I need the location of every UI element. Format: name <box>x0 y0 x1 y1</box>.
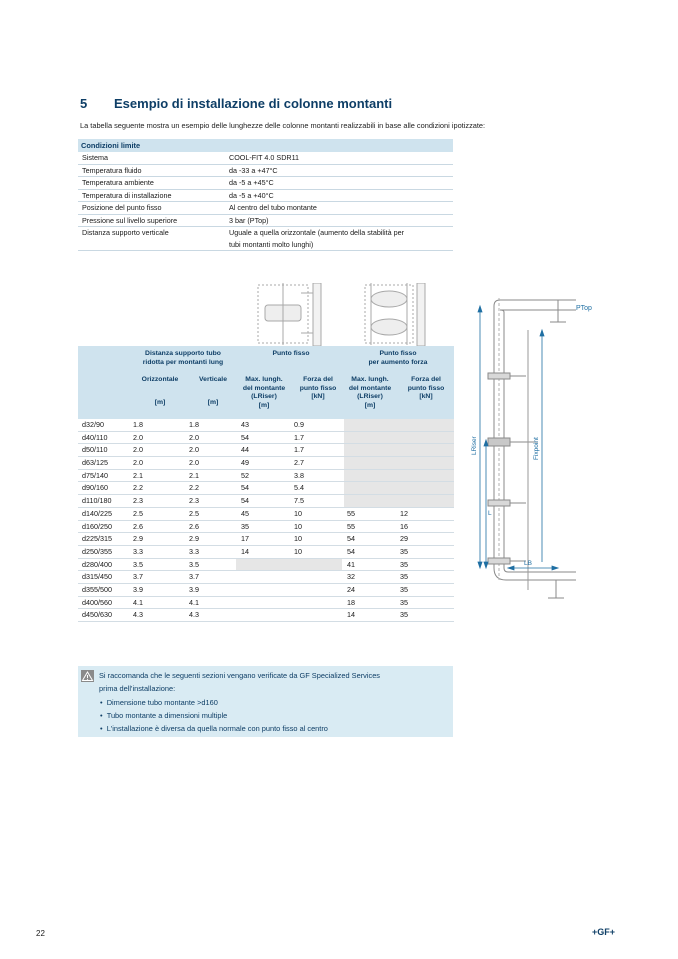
condition-value <box>229 177 453 189</box>
table-cell: 2.0 <box>133 445 143 455</box>
condition-value-line: Al centro del tubo montante <box>229 203 317 212</box>
table-cell: 54 <box>241 483 249 493</box>
table-row <box>78 495 454 508</box>
condition-key: Distanza supporto verticale <box>82 228 169 237</box>
table-cell: 54 <box>241 432 249 442</box>
group-header-fixpoint: Punto fisso <box>272 350 310 357</box>
table-cell: 10 <box>294 546 302 556</box>
table-cell: 2.0 <box>189 432 199 442</box>
table-cell: 4.1 <box>189 597 199 607</box>
condition-key: Pressione sul livello superiore <box>82 215 178 225</box>
ptop-label: PTop <box>576 305 592 312</box>
table-cell: d50/110 <box>82 445 108 455</box>
table-cell: 14 <box>347 610 355 620</box>
table-cell: 10 <box>294 521 302 531</box>
table-cell: 2.0 <box>189 458 199 468</box>
condition-value-line: da -5 a +45°C <box>229 178 274 187</box>
condition-value-line: da -33 a +47°C <box>229 165 278 175</box>
table-row <box>78 432 454 445</box>
table-cell: 4.1 <box>133 597 143 607</box>
riser-diagram <box>458 290 603 610</box>
col-max-length-b-3: (LRiser) <box>357 393 383 400</box>
condition-key: Posizione del punto fisso <box>82 203 162 212</box>
recommendation-note <box>78 666 453 737</box>
table-cell: 18 <box>347 597 355 607</box>
table-cell: 0.9 <box>294 420 304 429</box>
condition-value <box>229 202 453 214</box>
table-cell: 5.4 <box>294 483 304 493</box>
table-cell: 35 <box>400 610 408 620</box>
table-cell: 55 <box>347 508 355 518</box>
table-cell: d315/450 <box>82 572 112 582</box>
condition-key: Temperatura ambiente <box>82 178 154 187</box>
table-cell: 29 <box>400 534 408 544</box>
table-cell: 3.5 <box>189 559 199 569</box>
table-cell: 17 <box>241 534 249 544</box>
note-bullet-1: • Dimensione tubo montante >d160 <box>100 698 218 707</box>
table-cell: 3.8 <box>294 470 304 480</box>
col-max-length-b-2: del montante <box>348 384 392 392</box>
table-cell: d450/630 <box>82 610 112 620</box>
table-cell: d63/125 <box>82 458 108 468</box>
table-cell: d110/180 <box>82 496 112 506</box>
riser-length-table <box>78 346 454 622</box>
condition-value <box>229 227 453 250</box>
table-cell: 35 <box>400 597 408 607</box>
condition-key: Temperatura di installazione <box>82 190 172 200</box>
table-cell: 35 <box>241 521 249 531</box>
table-cell: d140/225 <box>82 508 112 518</box>
table-cell: d40/110 <box>82 432 108 442</box>
table-cell: d160/250 <box>82 521 112 531</box>
col-force-b-2: punto fisso <box>407 384 445 392</box>
table-cell: 2.1 <box>133 470 143 480</box>
note-line-2: prima dell'installazione: <box>99 684 176 693</box>
table-cell: 2.5 <box>133 508 143 518</box>
table-cell: 3.7 <box>189 572 199 582</box>
condition-value-line: COOL-FIT 4.0 SDR11 <box>229 153 300 162</box>
table-cell: 2.9 <box>189 534 199 544</box>
table-cell: d75/140 <box>82 470 108 480</box>
condition-row <box>78 165 453 178</box>
group-header-support-2: ridotta per montanti lung <box>142 359 224 366</box>
warning-icon <box>81 670 94 682</box>
pipe-clamp-illustrations <box>255 283 435 346</box>
condition-row <box>78 152 453 165</box>
table-cell: 54 <box>241 496 249 506</box>
fixpoint-label: Fixpoint <box>533 437 540 460</box>
note-bullet-2: • Tubo montante a dimensioni multiple <box>100 711 228 720</box>
section-number: 5 <box>80 96 88 111</box>
table-cell: 35 <box>400 572 408 582</box>
conditions-table <box>78 139 453 251</box>
condition-value-line: da -5 a +40°C <box>229 190 274 200</box>
conditions-heading: Condizioni limite <box>78 139 453 152</box>
table-row <box>78 533 454 546</box>
gf-logo: +GF+ <box>592 927 616 937</box>
table-cell: 14 <box>241 546 249 556</box>
table-cell: d280/400 <box>82 559 112 569</box>
col-force-unit: [kN] <box>311 393 325 400</box>
page-number: 22 <box>36 929 45 938</box>
note-bullet-3: • L'installazione è diversa da quella normale con punto fisso al centro <box>100 724 328 733</box>
table-cell: d400/560 <box>82 597 112 607</box>
table-cell: 49 <box>241 458 249 468</box>
condition-value-line: Uguale a quella orizzontale (aumento della stabilità per <box>229 228 405 237</box>
table-cell: 45 <box>241 508 249 518</box>
condition-value-line: 3 bar (PTop) <box>229 215 269 225</box>
condition-value <box>229 215 453 227</box>
table-row <box>78 559 454 572</box>
table-cell: 43 <box>241 420 249 429</box>
table-cell: d90/160 <box>82 483 108 493</box>
table-row <box>78 609 454 622</box>
table-cell: 2.6 <box>189 521 199 531</box>
table-cell: 2.1 <box>189 470 199 480</box>
table-cell: 35 <box>400 559 408 569</box>
table-cell: 3.7 <box>133 572 143 582</box>
col-max-length-2: del montante <box>242 384 286 392</box>
table-body <box>78 419 454 622</box>
group-header-support: Distanza supporto tubo <box>145 350 221 357</box>
condition-value <box>229 152 453 164</box>
table-cell: 16 <box>400 521 408 531</box>
col-force-b: Forza del <box>411 376 441 383</box>
table-cell: d355/500 <box>82 584 112 594</box>
lb-label: LB <box>524 560 532 567</box>
table-cell: d225/315 <box>82 534 112 544</box>
table-cell: 2.0 <box>133 458 143 468</box>
table-cell: d32/90 <box>82 420 104 429</box>
table-cell: 2.3 <box>189 496 199 506</box>
table-cell: 10 <box>294 534 302 544</box>
table-cell: 35 <box>400 546 408 556</box>
table-cell: 1.8 <box>133 420 143 429</box>
group-header-fixpoint-force-2: per aumento forza <box>368 359 428 366</box>
table-cell: 3.3 <box>189 546 199 556</box>
table-cell: 55 <box>347 521 355 531</box>
table-cell: 2.2 <box>133 483 143 493</box>
table-cell: 12 <box>400 508 408 518</box>
table-row <box>78 521 454 534</box>
table-cell: 4.3 <box>189 610 199 620</box>
intro-text: La tabella seguente mostra un esempio delle lunghezze delle colonne montanti realizzabili in base alle condizioni ipotizzate: <box>80 121 486 130</box>
col-force-b-unit: [kN] <box>419 393 433 400</box>
table-row <box>78 482 454 495</box>
lriser-label: LRiser <box>471 436 478 455</box>
col-max-length: Max. lungh. <box>245 376 283 383</box>
table-cell: 44 <box>241 445 249 455</box>
table-row <box>78 457 454 470</box>
table-cell: 24 <box>347 584 355 594</box>
table-cell: 7.5 <box>294 496 304 506</box>
col-force-2: punto fisso <box>299 384 337 392</box>
table-cell: 3.3 <box>133 546 143 556</box>
l-label: L <box>488 510 492 517</box>
table-cell: 2.2 <box>189 483 199 493</box>
group-header-fixpoint-force: Punto fisso <box>379 350 417 357</box>
table-row <box>78 419 454 432</box>
table-cell: 2.7 <box>294 458 304 468</box>
col-vertical: Verticale <box>199 376 227 383</box>
table-cell: 52 <box>241 470 249 480</box>
table-cell: 2.0 <box>133 432 143 442</box>
condition-value <box>229 190 453 202</box>
condition-value <box>229 165 453 177</box>
condition-row <box>78 202 453 215</box>
condition-value-line: tubi montanti molto lunghi) <box>229 239 314 249</box>
table-cell: 1.7 <box>294 445 304 455</box>
condition-row <box>78 190 453 203</box>
condition-row <box>78 177 453 190</box>
table-cell: 1.7 <box>294 432 304 442</box>
table-cell: 2.5 <box>189 508 199 518</box>
table-cell: 2.9 <box>133 534 143 544</box>
table-row <box>78 571 454 584</box>
note-line-1: Si raccomanda che le seguenti sezioni vengano verificate da GF Specialized Services <box>99 671 380 680</box>
table-cell: 2.6 <box>133 521 143 531</box>
table-cell: 54 <box>347 534 355 544</box>
unit-m-horizontal: [m] <box>154 399 166 406</box>
table-cell: 54 <box>347 546 355 556</box>
table-cell: 2.3 <box>133 496 143 506</box>
col-max-length-b-unit: [m] <box>364 401 376 409</box>
table-cell: d250/355 <box>82 546 112 556</box>
col-max-length-3: (LRiser) <box>251 393 277 400</box>
table-cell: 41 <box>347 559 355 569</box>
condition-row <box>78 215 453 228</box>
table-cell: 3.9 <box>189 584 199 594</box>
condition-row <box>78 227 453 251</box>
table-row <box>78 546 454 559</box>
table-header <box>78 346 454 419</box>
table-row <box>78 597 454 610</box>
table-cell: 32 <box>347 572 355 582</box>
condition-key: Sistema <box>82 153 108 162</box>
table-cell: 2.0 <box>189 445 199 455</box>
table-cell: 3.5 <box>133 559 143 569</box>
col-max-length-b: Max. lungh. <box>351 376 389 383</box>
col-max-length-unit: [m] <box>258 401 270 409</box>
unit-m-vertical: [m] <box>207 399 219 406</box>
table-row <box>78 584 454 597</box>
col-force: Forza del <box>303 376 333 383</box>
table-cell: 35 <box>400 584 408 594</box>
table-cell: 1.8 <box>189 420 199 429</box>
section-title: Esempio di installazione di colonne montanti <box>114 96 393 111</box>
table-row <box>78 508 454 521</box>
table-row <box>78 444 454 457</box>
condition-key: Temperatura fluido <box>82 165 142 175</box>
col-horizontal: Orizzontale <box>141 376 179 383</box>
table-cell: 4.3 <box>133 610 143 620</box>
table-cell: 10 <box>294 508 302 518</box>
table-cell: 3.9 <box>133 584 143 594</box>
table-row <box>78 470 454 483</box>
